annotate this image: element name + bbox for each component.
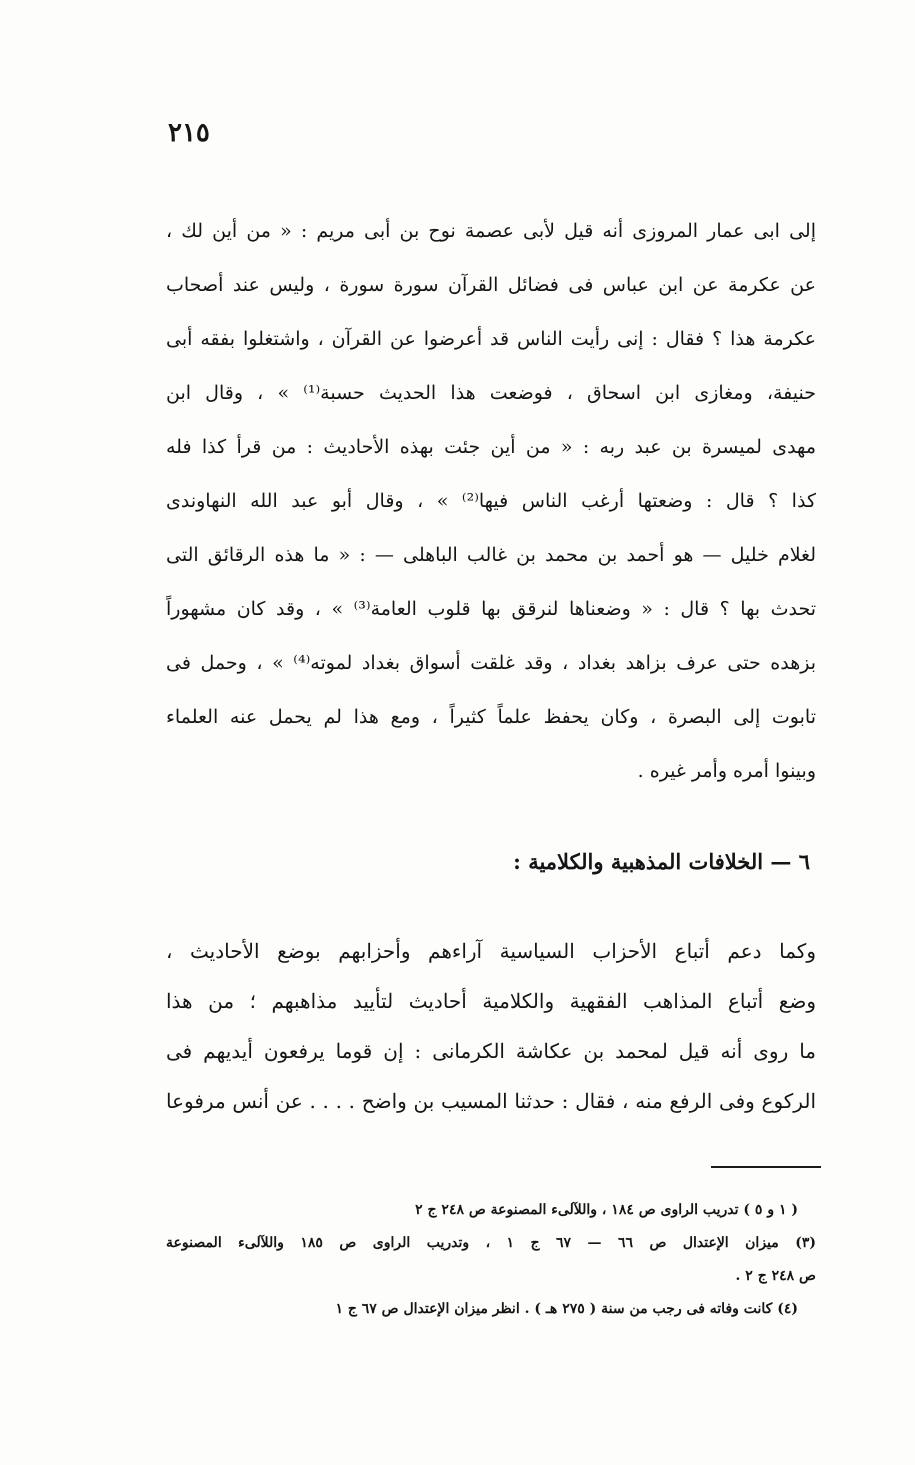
text-line: وكما دعم أتباع الأحزاب السياسية آراءهم وأحزابهم بوضع الأحاديث ، bbox=[166, 939, 816, 963]
text-line: حنيفة، ومغازى ابن اسحاق ، فوضعت هذا الحديث حسبة⁽¹⁾ » ، وقال ابن bbox=[166, 382, 816, 404]
footnotes bbox=[166, 1194, 816, 1326]
footnote-1: ( ١ و ٥ ) تدريب الراوى ص ١٨٤ ، واللآلىء المصنوعة ص ٢٤٨ ج ٢ bbox=[415, 1202, 798, 1218]
text-line: عكرمة هذا ؟ فقال : إنى رأيت الناس قد أعرضوا عن القرآن ، واشتغلوا بفقه أبى bbox=[166, 328, 816, 350]
page-number: ٢١٥ bbox=[168, 118, 210, 148]
text-line: مهدى لميسرة بن عبد ربه : « من أين جئت بهذه الأحاديث : من قرأ كذا فله bbox=[166, 436, 816, 458]
footnote-separator bbox=[711, 1166, 821, 1168]
paragraph-1 bbox=[166, 204, 816, 798]
text-line: وبينوا أمره وأمر غيره . bbox=[637, 760, 816, 782]
section-heading: ٦ — الخلافات المذهبية والكلامية : bbox=[513, 849, 810, 874]
text-line: كذا ؟ قال : وضعتها أرغب الناس فيها⁽²⁾ » ، وقال أبو عبد الله النهاوندى bbox=[166, 490, 816, 512]
text-line: عن عكرمة عن ابن عباس فى فضائل القرآن سورة سورة ، وليس عند أصحاب bbox=[166, 274, 816, 296]
paragraph-2 bbox=[166, 926, 816, 1126]
footnote-3: (٣) ميزان الإعتدال ص ٦٦ — ٦٧ ج ١ ، وتدريب الراوى ص ١٨٥ واللآلىء المصنوعة bbox=[166, 1235, 816, 1251]
text-line: الركوع وفى الرفع منه ، فقال : حدثنا المسيب بن واضح . . . . عن أنس مرفوعا bbox=[166, 1089, 816, 1113]
text-line: وضع أتباع المذاهب الفقهية والكلامية أحاديث لتأييد مذاهبهم ؛ من هذا bbox=[166, 989, 816, 1013]
footnote-3-continuation: ص ٢٤٨ ج ٢ . bbox=[735, 1268, 816, 1284]
text-line: تابوت إلى البصرة ، وكان يحفظ علماً كثيراً ، ومع هذا لم يحمل عنه العلماء bbox=[166, 706, 816, 728]
text-line: لغلام خليل — هو أحمد بن محمد بن غالب الباهلى — : « ما هذه الرقائق التى bbox=[166, 544, 816, 566]
text-line: إلى ابى عمار المروزى أنه قيل لأبى عصمة نوح بن أبى مريم : « من أين لك ، bbox=[166, 220, 816, 242]
text-line: ما روى أنه قيل لمحمد بن عكاشة الكرمانى : إن قوما يرفعون أيديهم فى bbox=[166, 1039, 816, 1063]
text-line: بزهده حتى عرف بزاهد بغداد ، وقد غلقت أسواق بغداد لموته⁽⁴⁾ » ، وحمل فى bbox=[166, 652, 816, 674]
footnote-4: (٤) كانت وفاته فى رجب من سنة ( ٢٧٥ هـ ) . انظر ميزان الإعتدال ص ٦٧ ج ١ bbox=[335, 1301, 798, 1317]
text-line: تحدث بها ؟ قال : « وضعناها لنرقق بها قلوب العامة⁽³⁾ » ، وقد كان مشهوراً bbox=[166, 598, 816, 620]
